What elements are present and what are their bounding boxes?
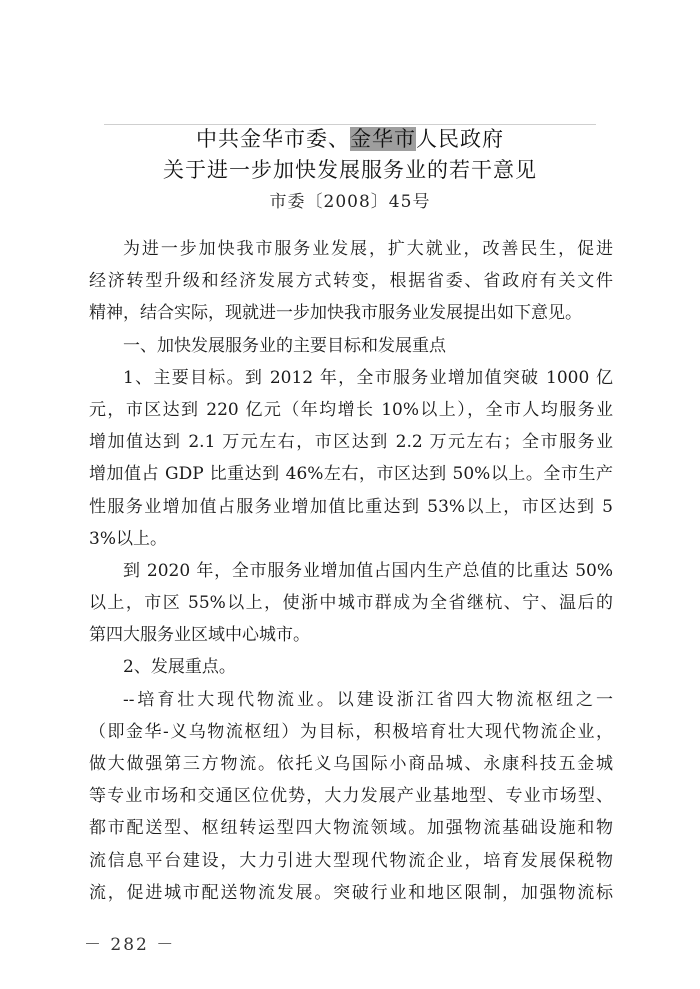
body-line: 性服务业增加值占服务业增加值比重达到 53%以上，市区达到 5 bbox=[89, 496, 613, 517]
body-line: 增加值达到 2.1 万元左右，市区达到 2.2 万元左右；全市服务业 bbox=[89, 432, 613, 453]
body-line: --培育壮大现代物流业。以建设浙江省四大物流枢纽之一 bbox=[123, 689, 613, 710]
body-line: 以上，市区 55%以上，使浙中城市群成为全省继杭、宁、温后的 bbox=[89, 593, 613, 614]
body-line: 1、主要目标。到 2012 年，全市服务业增加值突破 1000 亿 bbox=[123, 367, 613, 388]
body-line: 第四大服务业区域中心城市。 bbox=[89, 625, 310, 646]
document-number: 市委〔2008〕45号 bbox=[269, 192, 431, 212]
body-line: 增加值占 GDP 比重达到 46%左右，市区达到 50%以上。全市生产 bbox=[89, 464, 613, 485]
body-line: 元，市区达到 220 亿元（年均增长 10%以上），全市人均服务业 bbox=[89, 399, 613, 420]
title-text-part-2: 人民政府 bbox=[416, 127, 504, 151]
document-body bbox=[89, 233, 613, 909]
body-line: 等专业市场和交通区位优势，大力发展产业基地型、专业市场型、 bbox=[89, 786, 613, 807]
body-line: （即金华-义乌物流枢纽）为目标，积极培育壮大现代物流企业， bbox=[89, 721, 613, 742]
body-line: 一、加快发展服务业的主要目标和发展重点 bbox=[123, 335, 446, 356]
body-line: 流，促进城市配送物流发展。突破行业和地区限制，加强物流标 bbox=[89, 882, 613, 903]
body-line: 3%以上。 bbox=[89, 528, 167, 549]
document-header bbox=[60, 124, 640, 217]
page-number: － 282 － bbox=[84, 935, 176, 955]
body-line: 为进一步加快我市服务业发展，扩大就业，改善民生，促进 bbox=[123, 239, 613, 259]
body-line: 做大做强第三方物流。依托义乌国际小商品城、永康科技五金城 bbox=[89, 754, 613, 774]
body-line: 都市配送型、枢纽转运型四大物流领域。加强物流基础设施和物 bbox=[89, 818, 613, 839]
body-line: 到 2020 年，全市服务业增加值占国内生产总值的比重达 50% bbox=[123, 560, 613, 581]
document-title-line-2: 关于进一步加快发展服务业的若干意见 bbox=[163, 158, 537, 182]
title-highlighted-text: 金华市 bbox=[350, 127, 416, 151]
body-line: 经济转型升级和经济发展方式转变，根据省委、省政府有关文件 bbox=[89, 271, 613, 292]
body-line: 2、发展重点。 bbox=[123, 657, 236, 678]
document-title-line-1 bbox=[60, 124, 640, 155]
body-line: 精神，结合实际，现就进一步加快我市服务业发展提出如下意见。 bbox=[89, 303, 582, 324]
title-text-part-1: 中共金华市委、 bbox=[196, 127, 350, 151]
body-line: 流信息平台建设，大力引进大型现代物流企业，培育发展保税物 bbox=[89, 850, 613, 871]
